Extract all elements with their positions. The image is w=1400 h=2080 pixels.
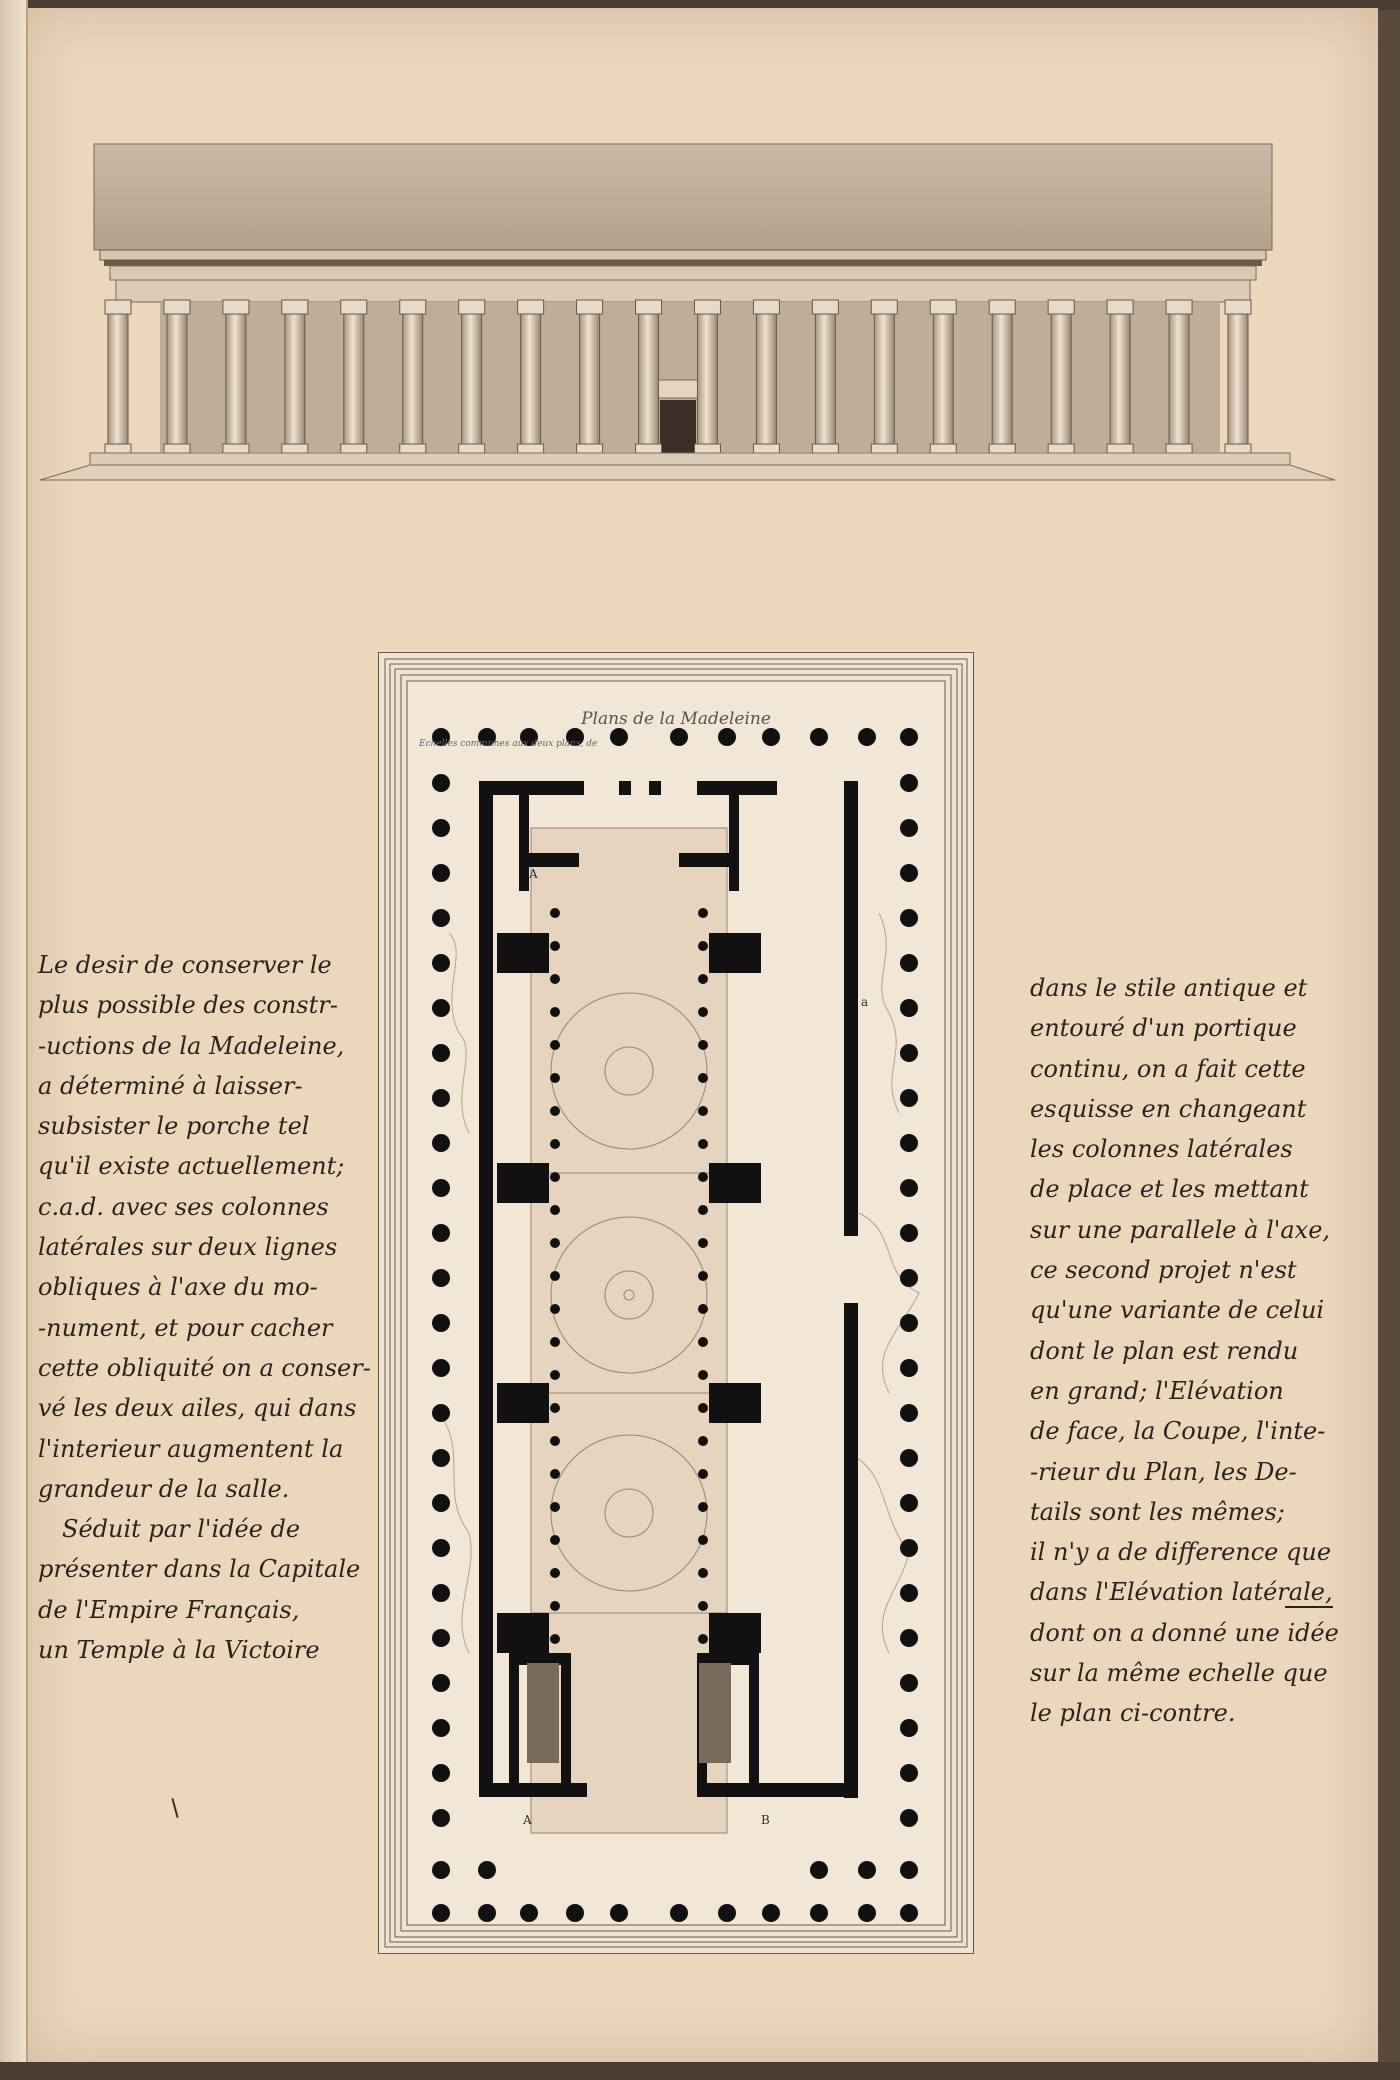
interior-column [550, 1238, 560, 1248]
interior-column [550, 908, 560, 918]
peristyle-column [900, 1404, 918, 1422]
wall [729, 781, 739, 891]
column-base [341, 444, 367, 453]
interior-column [698, 974, 708, 984]
column-capital [223, 300, 249, 314]
column-shaft [697, 314, 717, 446]
text-line: de place et les mettant [1030, 1175, 1309, 1204]
text-line: subsister le porche tel [38, 1112, 310, 1141]
column-capital [694, 300, 720, 314]
column-base [989, 444, 1015, 453]
column-capital [341, 300, 367, 314]
peristyle-column [520, 1904, 538, 1922]
peristyle-column [432, 1134, 450, 1152]
interior-column [550, 1106, 560, 1116]
peristyle-column [566, 1904, 584, 1922]
peristyle-column [900, 1539, 918, 1557]
peristyle-column [900, 819, 918, 837]
column-capital [459, 300, 485, 314]
interior-column [550, 1040, 560, 1050]
text-line: continu, on a fait cette [1030, 1054, 1306, 1083]
interior-column [698, 1469, 708, 1479]
interior-column [698, 1535, 708, 1545]
interior-column [698, 1634, 708, 1644]
plan-label-a-right: a [861, 995, 869, 1009]
plan-label-a-top: A [529, 867, 538, 881]
interior-column [550, 1535, 560, 1545]
column-capital [636, 300, 662, 314]
interior-column [550, 941, 560, 951]
interior-column [550, 1601, 560, 1611]
interior-column [698, 1238, 708, 1248]
peristyle-column [810, 1904, 828, 1922]
interior-column [550, 974, 560, 984]
closing-dash [1285, 1606, 1333, 1608]
peristyle-column [610, 728, 628, 746]
peristyle-column [900, 1134, 918, 1152]
column-base [753, 444, 779, 453]
interior-column [698, 941, 708, 951]
column-capital [1166, 300, 1192, 314]
peristyle-column [432, 954, 450, 972]
text-line: obliques à l'axe du mo- [38, 1273, 318, 1302]
interior-column [698, 1403, 708, 1413]
text-line: esquisse en changeant [1030, 1094, 1307, 1123]
interior-column [550, 1139, 560, 1149]
text-line: Séduit par l'idée de [62, 1515, 301, 1544]
column-capital [930, 300, 956, 314]
wall [519, 853, 579, 867]
peristyle-column [900, 728, 918, 746]
interior-column [698, 1106, 708, 1116]
peristyle-column [432, 1359, 450, 1377]
peristyle-column [432, 1584, 450, 1602]
peristyle-column [610, 1904, 628, 1922]
interior-column [550, 1304, 560, 1314]
peristyle-column [478, 1861, 496, 1879]
interior-column [698, 1370, 708, 1380]
column-shaft [756, 314, 776, 446]
column-capital [577, 300, 603, 314]
wall [749, 1653, 759, 1783]
peristyle-column [762, 728, 780, 746]
column-shaft [462, 314, 482, 446]
column-base [459, 444, 485, 453]
peristyle-column [432, 1449, 450, 1467]
column-capital [1048, 300, 1074, 314]
peristyle-column [900, 1449, 918, 1467]
column-base [1107, 444, 1133, 453]
interior-column [550, 1469, 560, 1479]
interior-column [698, 1139, 708, 1149]
peristyle-column [900, 1629, 918, 1647]
column-shaft [1051, 314, 1071, 446]
peristyle-column [900, 1719, 918, 1737]
wall [561, 1653, 571, 1783]
text-line: un Temple à la Victoire [38, 1636, 320, 1665]
text-line: tails sont les mêmes; [1030, 1497, 1285, 1526]
peristyle-column [432, 1629, 450, 1647]
peristyle-column [432, 999, 450, 1017]
interior-column [698, 1337, 708, 1347]
column-capital [164, 300, 190, 314]
peristyle-column [432, 1861, 450, 1879]
column-shaft [874, 314, 894, 446]
interior-column [550, 1502, 560, 1512]
column-shaft [226, 314, 246, 446]
column-shaft [108, 314, 128, 446]
interior-column [550, 1436, 560, 1446]
column-base [223, 444, 249, 453]
peristyle-column [900, 1861, 918, 1879]
peristyle-column [900, 774, 918, 792]
interior-column [550, 1370, 560, 1380]
book-bottom-edge [0, 2062, 1400, 2080]
peristyle-column [670, 728, 688, 746]
interior-column [698, 1172, 708, 1182]
peristyle-column [900, 954, 918, 972]
column-shaft [815, 314, 835, 446]
plan-label-a-bottom: A [523, 1813, 532, 1827]
peristyle-column [718, 728, 736, 746]
text-line: présenter dans la Capitale [38, 1555, 361, 1584]
column-base [577, 444, 603, 453]
peristyle-column [810, 1861, 828, 1879]
peristyle-column [858, 1861, 876, 1879]
column-base [871, 444, 897, 453]
peristyle-column [900, 1314, 918, 1332]
peristyle-column [810, 728, 828, 746]
text-line: sur une parallele à l'axe, [1030, 1215, 1331, 1244]
peristyle-column [432, 1719, 450, 1737]
book-spine [0, 0, 28, 2080]
text-line: a déterminé à laisser- [38, 1071, 303, 1100]
wall [519, 781, 529, 891]
wall [709, 1163, 761, 1203]
peristyle-column [432, 1404, 450, 1422]
text-line: entouré d'un portique [1030, 1014, 1297, 1043]
column-base [164, 444, 190, 453]
wall [679, 853, 739, 867]
interior-column [550, 1568, 560, 1578]
column-shaft [933, 314, 953, 446]
peristyle-column [900, 1089, 918, 1107]
wall [649, 781, 661, 795]
column-shaft [639, 314, 659, 446]
interior-column [698, 1502, 708, 1512]
column-shaft [285, 314, 305, 446]
column-capital [105, 300, 131, 314]
interior-column [550, 1634, 560, 1644]
text-line: de l'Empire Français, [38, 1595, 300, 1624]
peristyle-column [432, 1224, 450, 1242]
peristyle-column [858, 1904, 876, 1922]
text-line: l'interieur augmentent la [38, 1434, 344, 1463]
peristyle-column [432, 1904, 450, 1922]
text-line: en grand; l'Elévation [1030, 1376, 1284, 1405]
wall [844, 781, 858, 1236]
peristyle-column [900, 1359, 918, 1377]
column-shaft [403, 314, 423, 446]
temple-elevation-drawing [30, 140, 1350, 530]
text-line: qu'il existe actuellement; [38, 1152, 345, 1181]
column-capital [812, 300, 838, 314]
peristyle-column [900, 1494, 918, 1512]
wall [479, 781, 493, 1796]
text-line: dont le plan est rendu [1030, 1336, 1299, 1365]
column-capital [1225, 300, 1251, 314]
interior-column [550, 1073, 560, 1083]
peristyle-column [432, 1764, 450, 1782]
peristyle-column [432, 1674, 450, 1692]
peristyle-column [432, 1539, 450, 1557]
plan-label-b-bottom: B [761, 1813, 770, 1827]
wall [844, 1303, 858, 1798]
wall [709, 1613, 761, 1653]
column-base [1048, 444, 1074, 453]
plan-title: Plans de la Madeleine [581, 709, 771, 729]
text-line: cette obliquité on a conser- [38, 1353, 371, 1382]
interior-column [550, 1172, 560, 1182]
plan-madeleine-drawing [378, 652, 974, 1954]
peristyle-column [900, 1224, 918, 1242]
column-shaft [167, 314, 187, 446]
peristyle-column [900, 1904, 918, 1922]
column-base [812, 444, 838, 453]
column-base [636, 444, 662, 453]
peristyle-column [432, 819, 450, 837]
text-line: dans le stile antique et [1030, 974, 1308, 1002]
interior-column [550, 1271, 560, 1281]
plan-svg [379, 653, 973, 1953]
interior-column [550, 1403, 560, 1413]
interior-column [698, 1304, 708, 1314]
text-line: les colonnes latérales [1030, 1135, 1293, 1164]
interior-column [698, 1007, 708, 1017]
column-shaft [521, 314, 541, 446]
column-shaft [580, 314, 600, 446]
peristyle-column [432, 1494, 450, 1512]
column-base [282, 444, 308, 453]
peristyle-column [432, 909, 450, 927]
column-base [105, 444, 131, 453]
wall [619, 781, 631, 795]
text-line: il n'y a de difference que [1030, 1538, 1332, 1567]
peristyle-column [432, 1809, 450, 1827]
text-line: latérales sur deux lignes [38, 1233, 338, 1262]
interior-column [698, 1436, 708, 1446]
peristyle-column [900, 1269, 918, 1287]
interior-column [698, 1601, 708, 1611]
wall [697, 1783, 858, 1797]
peristyle-column [718, 1904, 736, 1922]
text-line: -nument, et pour cacher [38, 1313, 333, 1342]
text-line: qu'une variante de celui [1030, 1296, 1325, 1325]
peristyle-column [900, 1044, 918, 1062]
text-line: vé les deux ailes, qui dans [38, 1394, 357, 1423]
text-line: plus possible des constr- [38, 991, 338, 1020]
interior-column [698, 908, 708, 918]
peristyle-column [432, 1089, 450, 1107]
peristyle-column [858, 728, 876, 746]
interior-column [698, 1073, 708, 1083]
wall [509, 1653, 519, 1783]
peristyle-column [432, 1269, 450, 1287]
interior-column [698, 1205, 708, 1215]
column-base [518, 444, 544, 453]
interior-column [550, 1007, 560, 1017]
peristyle-column [900, 1809, 918, 1827]
text-line: ce second projet n'est [1030, 1256, 1297, 1285]
text-line: -uctions de la Madeleine, [38, 1031, 345, 1060]
text-line: dans l'Elévation latérale, [1030, 1578, 1333, 1607]
wall [479, 1783, 587, 1797]
peristyle-column [900, 864, 918, 882]
peristyle-column [432, 1314, 450, 1332]
text-line: -rieur du Plan, les De- [1030, 1457, 1297, 1486]
column-capital [282, 300, 308, 314]
wall [497, 1383, 549, 1423]
right-handwritten-text [1030, 968, 1370, 1734]
column-capital [400, 300, 426, 314]
text-line: de face, la Coupe, l'inte- [1030, 1417, 1326, 1446]
text-line: c.a.d. avec ses colonnes [38, 1192, 329, 1221]
column-shaft [1110, 314, 1130, 446]
wall [479, 781, 584, 795]
column-capital [753, 300, 779, 314]
peristyle-column [670, 1904, 688, 1922]
interior-column [698, 1271, 708, 1281]
wall [497, 1163, 549, 1203]
peristyle-column [900, 1179, 918, 1197]
peristyle-column [432, 774, 450, 792]
text-line: Le desir de conserver le [38, 951, 332, 979]
text-line: sur la même echelle que [1030, 1659, 1328, 1688]
peristyle-column [900, 999, 918, 1017]
column-shaft [992, 314, 1012, 446]
interior-column [698, 1040, 708, 1050]
left-handwritten-text [38, 945, 371, 1670]
peristyle-column [900, 909, 918, 927]
column-base [694, 444, 720, 453]
wall [709, 933, 761, 973]
peristyle-column [432, 864, 450, 882]
column-base [1225, 444, 1251, 453]
column-shaft [1228, 314, 1248, 446]
peristyle-column [900, 1764, 918, 1782]
wall [497, 933, 549, 973]
column-shaft [1169, 314, 1189, 446]
column-shaft [344, 314, 364, 446]
peristyle-column [478, 1904, 496, 1922]
column-capital [1107, 300, 1133, 314]
column-capital [518, 300, 544, 314]
interior-column [550, 1337, 560, 1347]
text-line: grandeur de la salle. [38, 1474, 290, 1503]
peristyle-column [900, 1674, 918, 1692]
plan-scale-note: Echelles communes aux deux plans, de [419, 739, 598, 749]
wall [497, 1613, 549, 1653]
text-line: dont on a donné une idée [1030, 1618, 1339, 1647]
peristyle-column [900, 1584, 918, 1602]
peristyle-column [432, 1179, 450, 1197]
text-line: le plan ci-contre. [1030, 1699, 1236, 1728]
column-base [1166, 444, 1192, 453]
column-capital [989, 300, 1015, 314]
interior-column [698, 1568, 708, 1578]
peristyle-column [432, 1044, 450, 1062]
interior-column [550, 1205, 560, 1215]
column-base [400, 444, 426, 453]
column-capital [871, 300, 897, 314]
peristyle-column [762, 1904, 780, 1922]
column-base [930, 444, 956, 453]
wall [709, 1383, 761, 1423]
